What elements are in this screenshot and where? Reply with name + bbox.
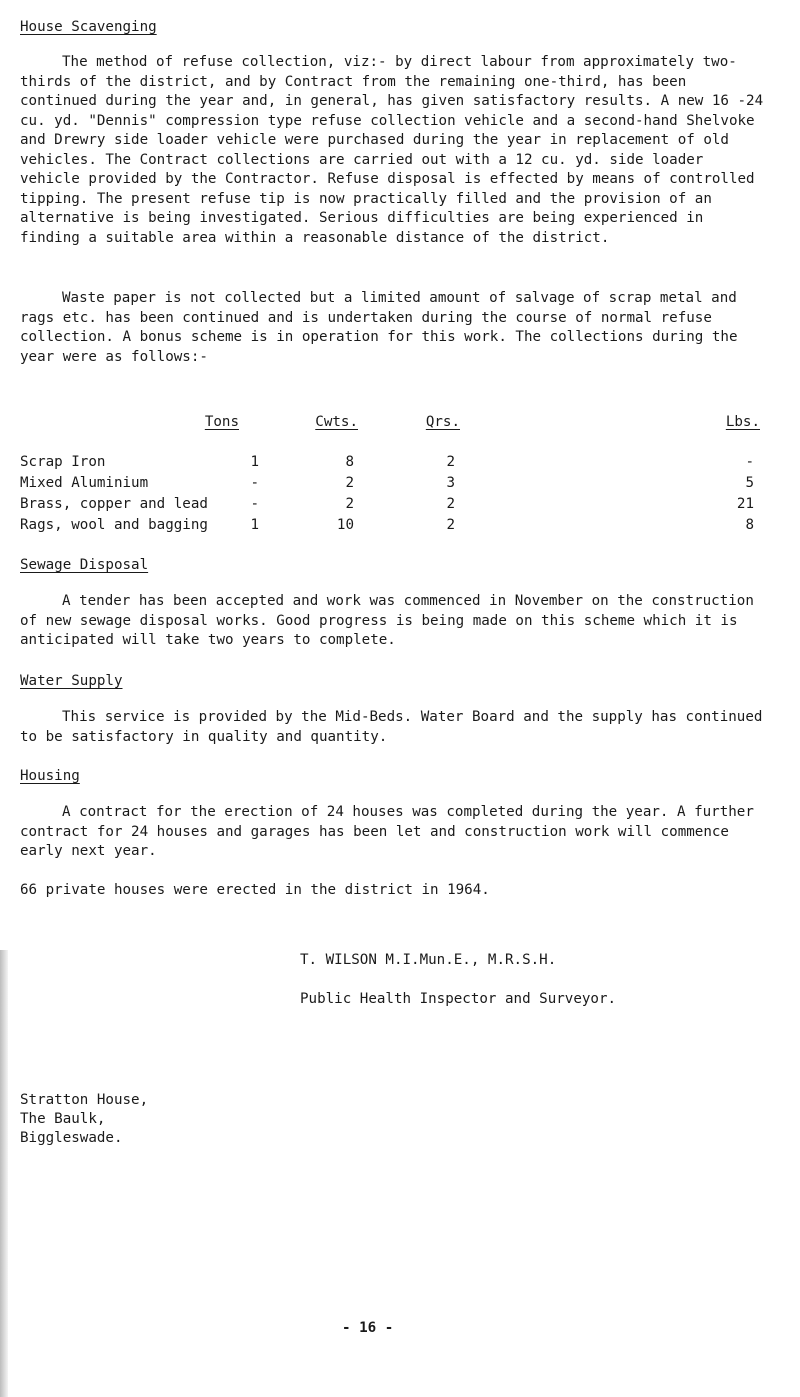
- row-qrs: 2: [446, 517, 455, 533]
- housing-text-1: A contract for the erection of 24 houses was completed during the year. A further contract for 24 houses and garages has been let and construction work will commence early next year.: [20, 804, 754, 859]
- table-row: [20, 453, 768, 473]
- row-tons: 1: [250, 454, 259, 470]
- column-header-qrs: Qrs.: [425, 414, 460, 430]
- row-tons: -: [250, 496, 259, 512]
- row-qrs: 2: [446, 496, 455, 512]
- housing-text-2: 66 private houses were erected in the district in 1964.: [20, 882, 490, 898]
- row-cwts: 2: [345, 475, 354, 491]
- address-line-3: Biggleswade.: [20, 1130, 123, 1146]
- table-row: [20, 474, 768, 494]
- water-supply-text: This service is provided by the Mid-Beds. Water Board and the supply has continued to be satisfactory in quality and quantity.: [20, 709, 763, 745]
- column-header-tons: Tons: [204, 414, 239, 430]
- row-cwts: 10: [336, 517, 354, 533]
- signature-name: T. WILSON M.I.Mun.E., M.R.S.H.: [300, 952, 557, 968]
- row-item: Rags, wool and bagging: [20, 517, 208, 533]
- scan-edge-shadow: [0, 950, 8, 1397]
- address-line-2: The Baulk,: [20, 1111, 106, 1127]
- address-line-1: Stratton House,: [20, 1092, 149, 1108]
- column-header-lbs: Lbs.: [725, 414, 760, 430]
- row-cwts: 2: [345, 496, 354, 512]
- table-row: [20, 516, 768, 536]
- table-row: [20, 495, 768, 515]
- row-item: Scrap Iron: [20, 454, 106, 470]
- heading-sewage-disposal: Sewage Disposal: [20, 557, 149, 573]
- signature-title: Public Health Inspector and Surveyor.: [300, 991, 617, 1007]
- heading-house-scavenging: House Scavenging: [20, 19, 157, 35]
- sewage-disposal-text: A tender has been accepted and work was commenced in November on the construction of new sewage disposal works. Good progress is being made on this scheme which it is anticipated will take two years to complete.: [20, 593, 754, 648]
- row-lbs: 21: [736, 496, 754, 512]
- row-item: Mixed Aluminium: [20, 475, 149, 491]
- house-scavenging-paragraph-1: The method of refuse collection, viz:- by direct labour from approximately two-thirds of the district, and by Contract from the remaining one-third, has been continued during the year and, in general, has given satisfactory results. A new 16 -24 cu. yd. "Dennis" compression type refuse collection vehicle and a second-hand Shelvoke and Drewry side loader vehicle were purchased during the year in replacement of old vehicles. The Contract collections are carried out with a 12 cu. yd. side loader vehicle provided by the Contractor. Refuse disposal is effected by means of controlled tipping. The present refuse tip is now practically filled and the provision of an alternative is being investigated. Serious difficulties are being experienced in finding a suitable area within a reasonable distance of the district.: [20, 54, 764, 246]
- heading-water-supply: Water Supply: [20, 673, 123, 689]
- row-lbs: 8: [745, 517, 754, 533]
- row-qrs: 2: [446, 454, 455, 470]
- page-number: - 16 -: [342, 1320, 394, 1336]
- house-scavenging-paragraph-2: Waste paper is not collected but a limited amount of salvage of scrap metal and rags etc. has been continued and is undertaken during the course of normal refuse collection. A bonus scheme is in operation for this work. The collections during the year were as follows:-: [20, 290, 738, 365]
- row-tons: -: [250, 475, 259, 491]
- row-item: Brass, copper and lead: [20, 496, 208, 512]
- row-lbs: 5: [745, 475, 754, 491]
- row-cwts: 8: [345, 454, 354, 470]
- column-header-cwts: Cwts.: [315, 414, 358, 430]
- row-qrs: 3: [446, 475, 455, 491]
- heading-housing: Housing: [20, 768, 80, 784]
- row-tons: 1: [250, 517, 259, 533]
- row-lbs: -: [745, 454, 754, 470]
